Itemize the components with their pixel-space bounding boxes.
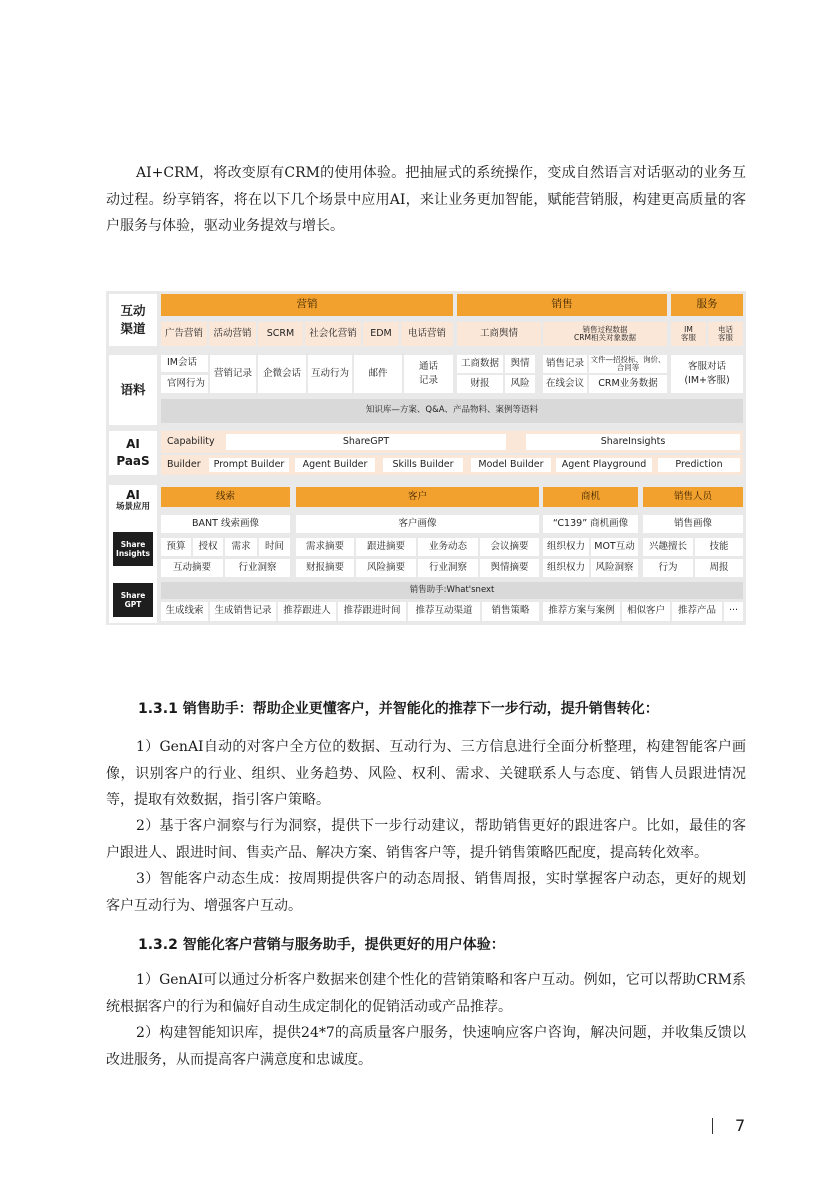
salesman-header: 销售人员 xyxy=(643,487,743,507)
sp-skills: 技能 xyxy=(695,538,743,556)
action-similar-customers: 相似客户 xyxy=(622,602,670,621)
corpus-business-data: 工商数据 xyxy=(457,355,503,373)
page-number-divider xyxy=(712,1118,713,1134)
leads-budget: 预算 xyxy=(161,538,191,556)
section-heading-1-3-2: 1.3.2 智能化客户营销与服务助手，提供更好的用户体验： xyxy=(138,937,505,953)
paragraph-5: 2）构建智能知识库，提供24*7的高质量客户服务，快速响应客户咨询，解决问题，并收集反馈以改进服务，从而提高客户满意度和忠诚度。 xyxy=(106,1025,746,1068)
intro-paragraph: AI+CRM，将改变原有CRM的使用体验。把抽屉式的系统操作，变成自然语言对话驱动的业务互动过程。纷享销客，将在以下几个场景中应用AI，来让业务更加智能，赋能营销服，构建更高质量的客户服务与体验，驱动业务提效与增长。 xyxy=(106,165,746,234)
sp-interests: 兴趣擅长 xyxy=(643,538,693,556)
opp-org-power: 组织权力 xyxy=(543,538,589,556)
bant-portrait: BANT 线索画像 xyxy=(161,515,290,533)
c139-portrait: “C139” 商机画像 xyxy=(543,515,638,533)
opp-mot-interaction: MOT互动 xyxy=(591,538,638,556)
corpus-im: IM会话 xyxy=(161,355,208,372)
phone-service-line2: 客服 xyxy=(718,333,733,342)
sales-process-line1: 销售过程数据 xyxy=(582,325,628,335)
call-record-line2: 记录 xyxy=(418,374,438,386)
row3-label xyxy=(109,431,157,475)
share-gpt-line2: GPT xyxy=(124,600,142,609)
action-recommend-channel: 推荐互动渠道 xyxy=(408,602,480,621)
action-recommend-follower: 推荐跟进人 xyxy=(278,602,336,621)
channel-im-service xyxy=(671,322,706,346)
builder-label: Builder xyxy=(161,455,207,475)
leads-need: 需求 xyxy=(225,538,257,556)
capability-label: Capability xyxy=(161,431,226,453)
cust-financial-summary: 财报摘要 xyxy=(296,559,354,577)
corpus-customer-service xyxy=(671,355,743,393)
files-line1: 文件—招投标、询价、 xyxy=(590,355,666,365)
opp-risk-insight: 风险洞察 xyxy=(591,559,638,577)
row1-label-line1: 互动 xyxy=(120,303,146,319)
channel-phone: 电话营销 xyxy=(401,322,453,346)
prompt-builder: Prompt Builder xyxy=(209,458,289,472)
row1-label xyxy=(109,294,157,346)
shareinsights-box: ShareInsights xyxy=(526,434,740,450)
skills-builder: Skills Builder xyxy=(383,458,463,472)
cust-business-dynamics: 业务动态 xyxy=(418,538,478,556)
row3-label-line1: AI xyxy=(126,436,140,451)
corpus-sales-record: 销售记录 xyxy=(543,355,587,373)
share-insights-badge xyxy=(113,532,153,566)
action-more: ··· xyxy=(724,602,743,621)
corpus-financial-report: 财报 xyxy=(457,375,503,393)
leads-header: 线索 xyxy=(161,487,290,507)
paragraph-2: 2）基于客户洞察与行为洞察，提供下一步行动建议，帮助销售更好的跟进客户。比如，最佳的客户跟进人、跟进时间、售卖产品、解决方案、销售客户等，提升销售策略匹配度，提高转化效率。 xyxy=(106,818,746,861)
opp-org-power-2: 组织权力 xyxy=(543,559,589,577)
row1-label-line2: 渠道 xyxy=(120,321,146,336)
leads-time: 时间 xyxy=(259,538,290,556)
action-recommend-solution: 推荐方案与案例 xyxy=(543,602,620,621)
im-service-line1: IM xyxy=(684,325,693,335)
im-service-line2: 客服 xyxy=(681,333,696,342)
customer-header: 客户 xyxy=(296,487,539,507)
action-recommend-product: 推荐产品 xyxy=(672,602,722,621)
paragraph-1: 1）GenAI自动的对客户全方位的数据、互动行为、三方信息进行全面分析整理，构建智能客户画像，识别客户的行业、组织、业务趋势、风险、权利、需求、关键联系人与态度、销售人员跟进情况等，提取有效数据，指引客户策略。 xyxy=(106,739,746,808)
leads-industry-insight: 行业洞察 xyxy=(225,559,290,577)
row4-label xyxy=(109,487,157,515)
corpus-call-record xyxy=(404,355,453,393)
share-gpt-line1: Share xyxy=(120,591,146,600)
model-builder: Model Builder xyxy=(471,458,551,472)
leads-authority: 授权 xyxy=(193,538,223,556)
channel-event: 活动营销 xyxy=(209,322,256,346)
channel-ad: 广告营销 xyxy=(161,322,207,346)
action-sales-strategy: 销售策略 xyxy=(482,602,539,621)
corpus-wework: 企微会话 xyxy=(258,355,306,393)
agent-playground: Agent Playground xyxy=(556,458,652,472)
action-generate-leads: 生成线索 xyxy=(161,602,208,621)
share-insights-line1: Share xyxy=(120,540,146,549)
channel-phone-service xyxy=(708,322,743,346)
cust-sentiment-summary: 舆情摘要 xyxy=(480,559,539,577)
corpus-online-meeting: 在线会议 xyxy=(543,375,587,393)
row2-label: 语料 xyxy=(109,355,157,425)
cust-followup-summary: 跟进摘要 xyxy=(356,538,416,556)
corpus-mail: 邮件 xyxy=(354,355,402,393)
cust-meeting-summary: 会议摘要 xyxy=(480,538,539,556)
sales-portrait: 销售画像 xyxy=(643,515,743,533)
cust-need-summary: 需求摘要 xyxy=(296,538,354,556)
action-recommend-time: 推荐跟进时间 xyxy=(338,602,406,621)
corpus-risk: 风险 xyxy=(505,375,535,393)
channel-social: 社会化营销 xyxy=(305,322,361,346)
section-heading-1-3-1: 1.3.1 销售助手：帮助企业更懂客户，并智能化的推荐下一步行动，提升销售转化： xyxy=(138,701,659,717)
row4-label-line2: 场景应用 xyxy=(115,502,150,513)
corpus-files xyxy=(589,355,667,373)
page-number: 7 xyxy=(735,1116,746,1135)
files-line2: 合同等 xyxy=(616,363,640,372)
corpus-crm-data: CRM业务数据 xyxy=(589,375,667,393)
marketing-header: 营销 xyxy=(161,294,453,316)
ai-crm-architecture-diagram xyxy=(106,291,746,625)
corpus-web: 官网行为 xyxy=(161,375,208,393)
call-record-line1: 通话 xyxy=(418,361,438,373)
row4-label-line1: AI xyxy=(126,488,140,503)
corpus-interaction: 互动行为 xyxy=(308,355,352,393)
customer-portrait: 客户画像 xyxy=(296,515,539,533)
sp-behavior: 行为 xyxy=(643,559,693,577)
sales-process-line2: CRM相关对象数据 xyxy=(574,333,636,342)
corpus-marketing-record: 营销记录 xyxy=(210,355,256,393)
cust-risk-summary: 风险摘要 xyxy=(356,559,416,577)
paragraph-3: 3）智能客户动态生成：按周期提供客户的动态周报、销售周报，实时掌握客户动态，更好的规划客户互动行为、增强客户互动。 xyxy=(106,871,746,914)
leads-interaction-summary: 互动摘要 xyxy=(161,559,223,577)
share-gpt-badge xyxy=(113,583,153,617)
channel-scrm: SCRM xyxy=(258,322,303,346)
share-insights-line2: Insights xyxy=(116,549,150,558)
sharegpt-box: ShareGPT xyxy=(226,434,506,450)
corpus-sentiment: 舆情 xyxy=(505,355,535,373)
phone-service-line1: 电话 xyxy=(718,325,733,335)
paragraph-4: 1）GenAI可以通过分析客户数据来创建个性化的营销策略和客户互动。例如，它可以帮助CRM系统根据客户的行为和偏好自动生成定制化的促销活动或产品推荐。 xyxy=(106,972,746,1015)
action-generate-sales-record: 生成销售记录 xyxy=(210,602,276,621)
service-header: 服务 xyxy=(671,294,743,316)
channel-edm: EDM xyxy=(363,322,399,346)
prediction: Prediction xyxy=(658,458,740,472)
cust-industry-insight: 行业洞察 xyxy=(418,559,478,577)
customer-service-line2: (IM+客服) xyxy=(684,374,730,386)
sales-header: 销售 xyxy=(457,294,667,316)
sp-weekly-report: 周报 xyxy=(695,559,743,577)
opportunity-header: 商机 xyxy=(543,487,638,507)
channel-sales-process-data xyxy=(543,322,667,346)
row3-label-line2: PaaS xyxy=(116,454,150,468)
knowledge-base: 知识库—方案、Q&A、产品物料、案例等语料 xyxy=(161,399,743,423)
customer-service-line1: 客服对话 xyxy=(687,361,726,373)
agent-builder: Agent Builder xyxy=(295,458,375,472)
sales-assistant-bar: 销售助手:What'snext xyxy=(161,582,743,599)
channel-business-sentiment: 工商舆情 xyxy=(457,322,541,346)
